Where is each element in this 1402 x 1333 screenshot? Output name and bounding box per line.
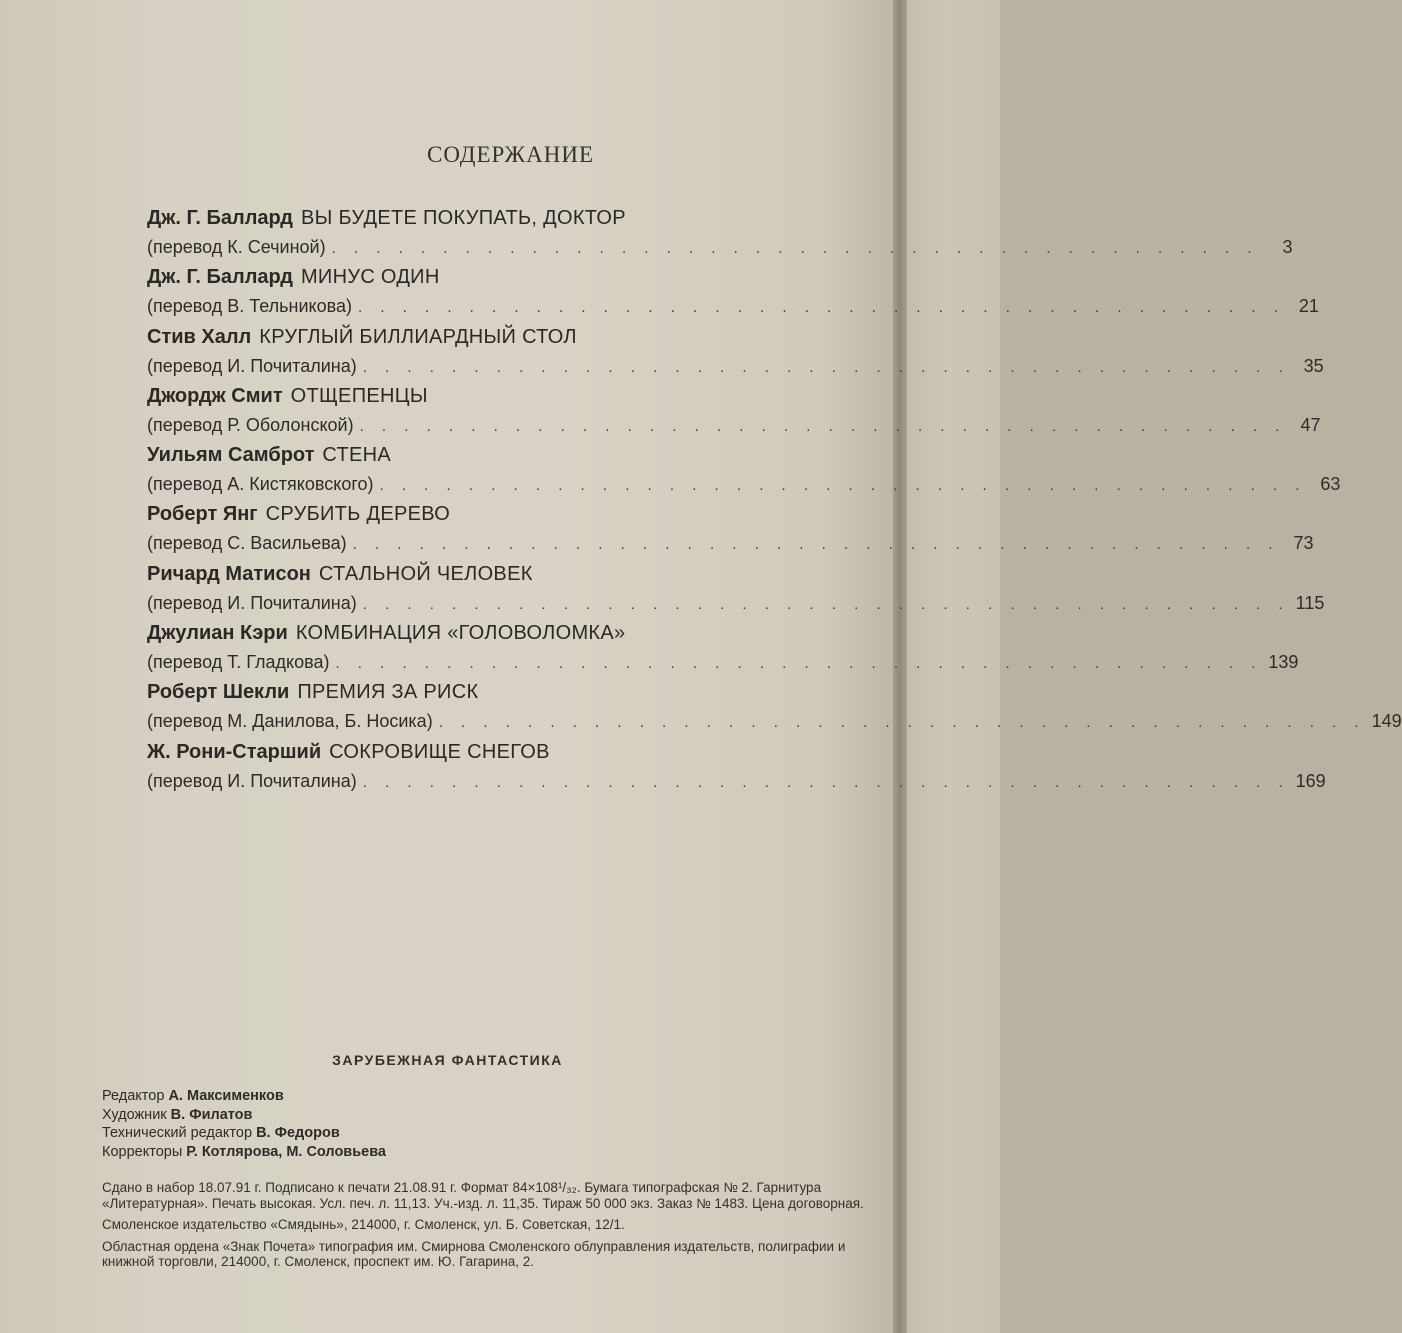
entry-story-title: ОТЩЕПЕНЦЫ xyxy=(290,384,428,407)
entry-page-number: 3 xyxy=(1282,237,1293,257)
toc-entry xyxy=(147,204,1293,263)
toc-entry xyxy=(147,738,1326,797)
entry-page-number: 73 xyxy=(1293,533,1314,554)
entry-page-number: 63 xyxy=(1320,474,1341,495)
credit-person: В. Федоров xyxy=(256,1125,340,1141)
credit-line xyxy=(102,1124,386,1143)
toc-entry xyxy=(147,441,1341,500)
credit-role: Корректоры xyxy=(102,1143,183,1160)
credit-person: В. Филатов xyxy=(170,1106,253,1123)
printer-info: Областная ордена «Знак Почета» типография им. Смирнова Смоленского облуправления издательств, полиграфии и книжной торговли, 214000, г. Смоленск, проспект им. Ю. Гагарина, 2. xyxy=(102,1238,846,1269)
entry-author: Дж. Г. Баллард xyxy=(147,266,293,289)
leader-dots: . . . . . . . . . . . . . . . . . . . . . . . . . . . . . . . . . . . . . . . . . . xyxy=(362,595,1290,613)
leader-dots: . . . . . . . . . . . . . . . . . . . . . . . . . . . . . . . . . . . . . . . . . . xyxy=(352,536,1280,554)
toc-entry xyxy=(147,619,1299,678)
entry-page-number: 169 xyxy=(1295,770,1326,791)
credit-role: Редактор xyxy=(102,1088,165,1104)
entry-author: Ж. Рони-Старший xyxy=(147,740,322,763)
entry-author: Джордж Смит xyxy=(147,384,283,407)
credit-person: Р. Котлярова, М. Соловьева xyxy=(186,1143,386,1160)
entry-translator: (перевод А. Кистяковского) xyxy=(147,474,374,495)
credits-block xyxy=(102,1087,386,1161)
print-details: Сдано в набор 18.07.91 г. Подписано к печати 21.08.91 г. Формат 84×108¹/₃₂. Бумага типографская № 2. Гарнитура «Литературная». Печать высокая. Усл. печ. л. 11,13. Уч.-изд. л. 11,35. Тираж 50 000 экз. Заказ № 1483. Цена договорная. xyxy=(102,1180,864,1211)
entry-translator: (перевод В. Тельникова) xyxy=(147,296,352,317)
leader-dots: . . . . . . . . . . . . . . . . . . . . . . . . . . . . . . . . . . . . . . . . . . xyxy=(335,655,1263,673)
entry-page-number: 35 xyxy=(1303,355,1324,376)
entry-story-title: СОКРОВИЩЕ СНЕГОВ xyxy=(329,740,550,763)
table-of-contents xyxy=(147,204,1402,797)
leader-dots: . . . . . . . . . . . . . . . . . . . . . . . . . . . . . . . . . . . . . . . . . . xyxy=(438,714,1366,732)
credit-role: Художник xyxy=(102,1106,167,1123)
entry-story-title: КОМБИНАЦИЯ «ГОЛОВОЛОМКА» xyxy=(295,622,626,645)
contents-title: СОДЕРЖАНИЕ xyxy=(427,142,595,167)
toc-entry xyxy=(147,382,1321,441)
credit-line xyxy=(102,1087,386,1106)
entry-translator: (перевод И. Почиталина) xyxy=(147,770,357,791)
entry-story-title: СРУБИТЬ ДЕРЕВО xyxy=(265,503,451,526)
entry-story-title: МИНУС ОДИН xyxy=(300,266,440,289)
leader-dots: . . . . . . . . . . . . . . . . . . . . . . . . . . . . . . . . . . . . . . . . . . xyxy=(358,299,1285,317)
toc-entry xyxy=(147,678,1402,737)
toc-entry xyxy=(147,500,1314,559)
toc-entry xyxy=(147,560,1325,619)
leader-dots: . . . . . . . . . . . . . . . . . . . . . . . . . . . . . . . . . . . . . . . . . . xyxy=(362,358,1290,376)
entry-author: Дж. Г. Баллард xyxy=(147,207,293,229)
entry-translator: (перевод М. Данилова, Б. Носика) xyxy=(147,711,433,732)
entry-story-title: СТЕНА xyxy=(322,444,392,467)
entry-author: Джулиан Кэри xyxy=(147,622,288,645)
toc-entry xyxy=(147,323,1324,382)
entry-translator: (перевод Т. Гладкова) xyxy=(147,652,330,673)
entry-author: Ричард Матисон xyxy=(147,562,311,585)
leader-dots: . . . . . . . . . . . . . . . . . . . . . . . . . . . . . . . . . . . . . . . . . . xyxy=(379,477,1307,495)
leader-dots: . . . . . . . . . . . . . . . . . . . . . . . . . . . . . . . . . . . . . . . . . . xyxy=(331,240,1259,257)
entry-translator: (перевод С. Васильева) xyxy=(147,533,347,554)
entry-translator: (перевод Р. Оболонской) xyxy=(147,414,354,435)
leader-dots: . . . . . . . . . . . . . . . . . . . . . . . . . . . . . . . . . . . . . . . . . . xyxy=(359,417,1287,435)
entry-author: Стив Халл xyxy=(147,325,252,348)
entry-page-number: 149 xyxy=(1371,711,1402,732)
entry-translator: (перевод К. Сечиной) xyxy=(147,237,326,257)
entry-page-number: 139 xyxy=(1268,652,1299,673)
print-info-block xyxy=(102,1180,892,1276)
entry-translator: (перевод И. Почиталина) xyxy=(147,355,357,376)
entry-translator: (перевод И. Почиталина) xyxy=(147,592,357,613)
entry-story-title: ВЫ БУДЕТЕ ПОКУПАТЬ, ДОКТОР xyxy=(300,207,626,229)
entry-story-title: ПРЕМИЯ ЗА РИСК xyxy=(297,681,479,704)
entry-story-title: КРУГЛЫЙ БИЛЛИАРДНЫЙ СТОЛ xyxy=(259,325,577,348)
leader-dots: . . . . . . . . . . . . . . . . . . . . . . . . . . . . . . . . . . . . . . . . . . xyxy=(362,773,1290,791)
entry-author: Уильям Самброт xyxy=(147,444,315,467)
publisher-info: Смоленское издательство «Смядынь», 214000, г. Смоленск, ул. Б. Советская, 12/1. xyxy=(102,1217,625,1232)
entry-story-title: СТАЛЬНОЙ ЧЕЛОВЕК xyxy=(318,562,533,585)
credit-person: А. Максименков xyxy=(168,1088,284,1104)
entry-page-number: 21 xyxy=(1298,296,1319,317)
credit-role: Технический редактор xyxy=(102,1125,253,1141)
toc-entry xyxy=(147,263,1319,322)
credit-line xyxy=(102,1106,386,1125)
colophon-title: ЗАРУБЕЖНАЯ ФАНТАСТИКА xyxy=(332,1052,563,1068)
entry-author: Роберт Шекли xyxy=(147,681,290,704)
entry-page-number: 115 xyxy=(1295,592,1325,613)
entry-page-number: 47 xyxy=(1300,414,1321,435)
credit-line xyxy=(102,1143,386,1162)
entry-author: Роберт Янг xyxy=(147,503,258,526)
